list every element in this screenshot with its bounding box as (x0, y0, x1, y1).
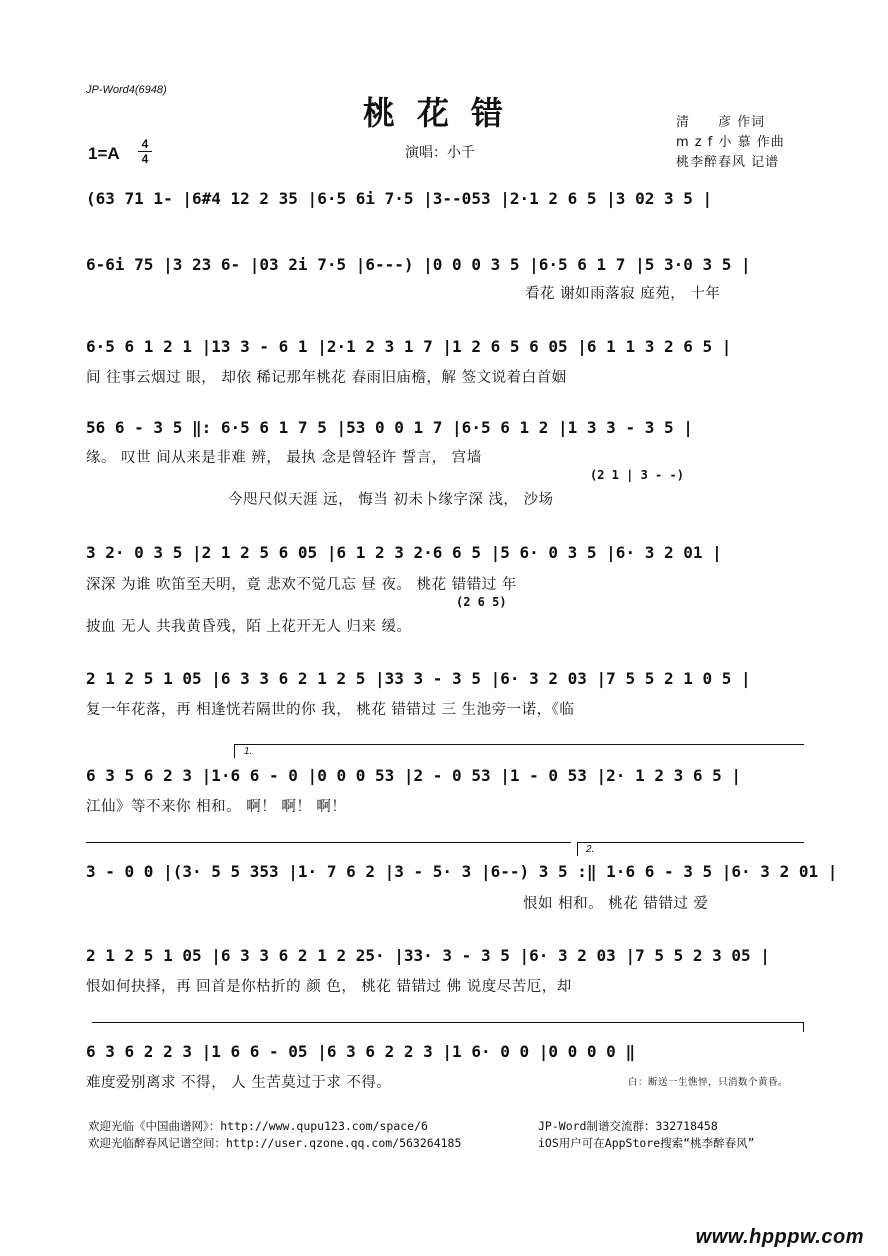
lyric-line: 看花 谢如雨落寂 庭苑， 十年 (525, 286, 721, 302)
time-signature (138, 138, 152, 165)
version-label: JP-Word4(6948) (86, 84, 167, 96)
singer-label: 演唱：小千 (405, 145, 475, 161)
section-bracket (92, 1022, 804, 1023)
key-signature: 1=A (88, 144, 120, 163)
volta-bracket-edge (577, 842, 578, 856)
lyricist-credit: 清 彦 作词 (676, 115, 766, 130)
volta-number: 1. (244, 746, 253, 757)
watermark: www.hpppw.com (695, 1226, 864, 1248)
score-system-notes: 6 3 6 2 2 3 |1 6 6 - 05 |6 3 6 2 2 3 |1 6· 0 0 |0 0 0 0 ‖ (86, 1042, 636, 1061)
score-system-notes: 3 - 0 0 |(3· 5 5 353 |1· 7 6 2 |3 - 5· 3 |6--) 3 5 :‖ 1·6 6 - 3 5 |6· 3 2 01 | (86, 862, 838, 881)
lyric-line: 恨如 相和。 桃花 错错过 爱 (523, 896, 709, 912)
footer-link-qzone[interactable]: 欢迎光临醉春风记谱空间：http://user.qzone.qq.com/563264185 (88, 1136, 462, 1150)
volta-number: 2. (586, 844, 595, 855)
volta-bracket (86, 842, 571, 843)
score-system-notes: 56 6 - 3 5 ‖: 6·5 6 1 7 5 |53 0 0 1 7 |6·5 6 1 2 |1 3 3 - 3 5 | (86, 418, 693, 437)
score-system-notes: 2 1 2 5 1 05 |6 3 3 6 2 1 2 25· |33· 3 - 3 5 |6· 3 2 03 |7 5 5 2 3 05 | (86, 946, 770, 965)
alt-notes: (2 1 | 3 - -) (590, 468, 684, 482)
score-system-notes: 6-6i 75 |3 23 6- |03 2i 7·5 |6---) |0 0 0 3 5 |6·5 6 1 7 |5 3·0 3 5 | (86, 255, 751, 274)
song-title: 桃花错 (362, 94, 525, 132)
score-system-notes: (63 71 1- |6#4 12 2 35 |6·5 6i 7·5 |3--053 |2·1 2 6 5 |3 02 3 5 | (86, 189, 713, 208)
time-signature-bottom: 4 (141, 152, 149, 166)
lyric-line: 今咫尺似天涯 远， 悔当 初未卜缘字深 浅， 沙场 (228, 492, 554, 508)
spoken-line: 白：断送一生憔悴，只消数个黄昏。 (628, 1077, 789, 1088)
transcriber-credit: 桃李醉春风 记谱 (676, 155, 780, 170)
footer-group-info: JP-Word制谱交流群：332718458 (538, 1119, 718, 1133)
lyric-line: 深深 为谁 吹笛至天明，竟 悲欢不觉几忘 昼 夜。 桃花 错错过 年 (86, 577, 517, 593)
score-system-notes: 3 2· 0 3 5 |2 1 2 5 6 05 |6 1 2 3 2·6 6 5 |5 6· 0 3 5 |6· 3 2 01 | (86, 543, 722, 562)
time-signature-top: 4 (141, 137, 149, 151)
lyric-line: 江仙》等不来你 相和。 啊！ 啊！ 啊！ (86, 799, 347, 815)
volta-bracket (234, 744, 804, 745)
score-system-notes: 6 3 5 6 2 3 |1·6 6 - 0 |0 0 0 53 |2 - 0 53 |1 - 0 53 |2· 1 2 3 6 5 | (86, 766, 742, 785)
composer-credit: m z f 小 慕 作曲 (676, 135, 785, 150)
score-system-notes: 2 1 2 5 1 05 |6 3 3 6 2 1 2 5 |33 3 - 3 5 |6· 3 2 03 |7 5 5 2 1 0 5 | (86, 669, 751, 688)
footer-link-qupu[interactable]: 欢迎光临《中国曲谱网》：http://www.qupu123.com/space/6 (88, 1119, 428, 1133)
lyric-line: 缘。 叹世 间从来是非难 辨， 最执 念是曾轻许 誓言， 宫墙 (86, 450, 482, 466)
alt-notes: (2 6 5) (456, 595, 507, 609)
lyric-line: 间 往事云烟过 眼， 却依 稀记那年桃花 春雨旧庙檐，解 签文说着白首姻 (86, 370, 567, 386)
score-system-notes: 6·5 6 1 2 1 |13 3 - 6 1 |2·1 2 3 1 7 |1 2 6 5 6 05 |6 1 1 3 2 6 5 | (86, 337, 732, 356)
lyric-line: 复一年花落，再 相逢恍若隔世的你 我， 桃花 错错过 三 生池旁一诺，《临 (86, 702, 575, 718)
section-bracket-edge (803, 1022, 804, 1032)
volta-bracket-edge (234, 744, 235, 758)
lyric-line: 难度爱别离求 不得， 人 生苦莫过于求 不得。 (86, 1075, 392, 1091)
volta-bracket (577, 842, 804, 843)
lyric-line: 恨如何抉择，再 回首是你枯折的 颜 色， 桃花 错错过 佛 说度尽苦厄，却 (86, 979, 572, 995)
lyric-line: 披血 无人 共我黄昏残，陌 上花开无人 归来 缓。 (86, 619, 412, 635)
footer-ios-info: iOS用户可在AppStore搜索“桃李醉春风” (538, 1136, 755, 1150)
